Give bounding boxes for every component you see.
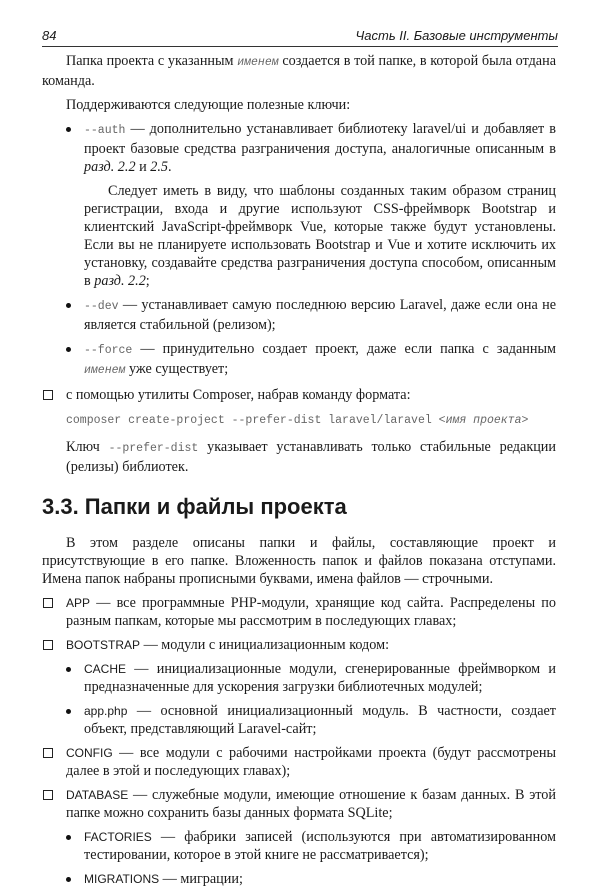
bullet-icon bbox=[66, 877, 71, 882]
bullet-icon bbox=[66, 667, 71, 672]
list-item-force: --force — принудительно создает проект, даже если папка с заданным именем уже существует; bbox=[42, 340, 556, 380]
bullet-icon bbox=[66, 347, 71, 352]
auth-note: Следует иметь в виду, что шаблоны созданных таким образом страниц регистрации, входа и другие используют CSS-фреймворк Bootstrap и клиентский JavaScript-фреймворк Vue, которые также будут установлены. Если вы не планируете использовать Bootstrap и Vue и хотите исключить их установку, создавайте средства разграничения доступа способом, описанным в разд. 2.2; bbox=[84, 183, 556, 289]
list-item-config: CONFIG — все модули с рабочими настройками проекта (будут рассмотрены далее в этой и последующих главах); bbox=[42, 744, 556, 780]
list-item-cache: CACHE — инициализационные модули, сгенерированные фреймворком и предназначенные для ускорения загрузки библиотечных модулей; bbox=[42, 660, 556, 696]
list-item-auth: --auth — дополнительно устанавливает библиотеку laravel/ui и добавляет в проект базовые средства разграничения доступа, аналогичные описанным в разд. 2.2 и 2.5. bbox=[42, 120, 556, 176]
running-title: Часть II. Базовые инструменты bbox=[355, 28, 558, 43]
bullet-icon bbox=[66, 303, 71, 308]
paragraph-keys-intro: Поддерживаются следующие полезные ключи: bbox=[66, 97, 351, 113]
section-heading: 3.3. Папки и файлы проекта bbox=[42, 494, 347, 519]
checkbox-bullet-icon bbox=[43, 790, 53, 800]
checkbox-bullet-icon bbox=[43, 390, 53, 400]
list-item-migrations: MIGRATIONS — миграции; bbox=[42, 870, 556, 888]
paragraph-project-folder: Папка проекта с указанным именем создается в той папке, в которой была отдана команда. bbox=[42, 53, 556, 89]
checkbox-bullet-icon bbox=[43, 598, 53, 608]
paragraph-prefer-dist: Ключ --prefer-dist указывает устанавливать только стабильные редакции (релизы) библиотек. bbox=[66, 439, 556, 475]
paragraph-section-intro: В этом разделе описаны папки и файлы, составляющие проект и присутствующие в его папке. Вложенность папок и файлов показана отступами. Имена папок набраны прописными буквами, имена файлов — строчными. bbox=[42, 535, 556, 587]
list-item-app: APP — все программные PHP-модули, хранящие код сайта. Распределены по разным папкам, которые мы рассмотрим в последующих главах; bbox=[42, 594, 556, 630]
page-body bbox=[42, 52, 556, 894]
list-item-database: DATABASE — служебные модули, имеющие отношение к базам данных. В этой папке можно сохранить базы данных формата SQLite; bbox=[42, 786, 556, 822]
list-item-dev: --dev — устанавливает самую последнюю версию Laravel, даже если она не является стабильной (релизом); bbox=[42, 296, 556, 334]
checkbox-bullet-icon bbox=[43, 640, 53, 650]
checkbox-bullet-icon bbox=[43, 748, 53, 758]
list-item-composer: с помощью утилиты Composer, набрав команду формата: bbox=[42, 386, 556, 404]
bullet-icon bbox=[66, 127, 71, 132]
list-item-app-php: app.php — основной инициализационный модуль. В частности, создает объект, представляющий Laravel-сайт; bbox=[42, 702, 556, 738]
page-number: 84 bbox=[42, 28, 57, 43]
list-item-bootstrap: BOOTSTRAP — модули с инициализационным кодом: bbox=[42, 636, 556, 654]
bullet-icon bbox=[66, 835, 71, 840]
list-item-factories: FACTORIES — фабрики записей (используются при автоматизированном тестировании, которое в этой книге не рассматривается); bbox=[42, 828, 556, 864]
bullet-icon bbox=[66, 709, 71, 714]
code-command: composer create-project --prefer-dist laravel/laravel <имя проекта> bbox=[66, 414, 529, 427]
page-header bbox=[42, 24, 558, 47]
